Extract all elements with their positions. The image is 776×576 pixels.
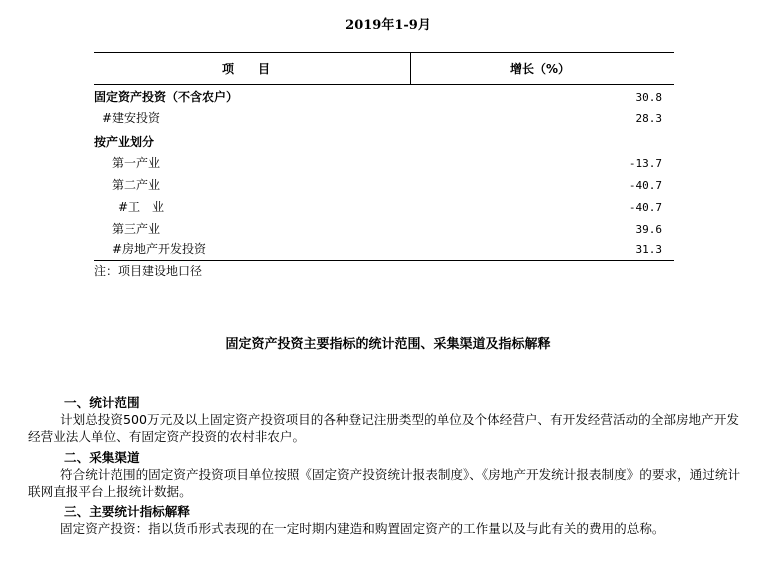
row-value: 28.3 — [635, 112, 662, 125]
table-row — [94, 108, 674, 129]
row-label: #房地产开发投资 — [112, 242, 207, 256]
table-note: 注：项目建设地口径 — [94, 264, 203, 278]
row-value: -40.7 — [628, 201, 662, 214]
table-row — [94, 132, 674, 153]
row-label: #建安投资 — [102, 111, 161, 125]
table-top-rule — [94, 52, 674, 53]
page-title: 2019年1-9月 — [345, 18, 431, 33]
row-label: #工 业 — [118, 200, 165, 214]
table-row — [94, 197, 674, 218]
row-label: 按产业划分 — [94, 135, 155, 149]
row-label: 第三产业 — [112, 222, 161, 236]
table-bottom-rule — [94, 260, 674, 261]
row-label: 第一产业 — [112, 156, 161, 170]
column-header-growth: 增长（%） — [510, 62, 571, 76]
column-header-item: 项 目 — [222, 62, 271, 76]
row-value: 30.8 — [635, 91, 662, 104]
row-value: 39.6 — [635, 223, 662, 236]
section-title: 一、统计范围 — [64, 395, 140, 410]
row-value: 31.3 — [635, 243, 662, 256]
section-text: 符合统计范围的固定资产投资项目单位按照《固定资产投资统计报表制度》、《房地产开发统计报表制度》的要求，通过统计联网直报平台上报统计数据。 — [28, 467, 741, 499]
table-row — [94, 153, 674, 174]
section-text: 计划总投资500万元及以上固定资产投资项目的各种登记注册类型的单位及个体经营户、有开发经营活动的全部房地产开发经营业法人单位、有固定资产投资的农村非农户。 — [28, 412, 739, 444]
section-definitions — [28, 503, 748, 537]
row-value: -13.7 — [628, 157, 662, 170]
table-row — [94, 239, 674, 260]
section-scope — [28, 394, 748, 445]
row-value: -40.7 — [628, 179, 662, 192]
row-label: 第二产业 — [112, 178, 161, 192]
table-row — [94, 87, 674, 108]
section-title: 二、采集渠道 — [64, 450, 140, 465]
table-header-rule — [94, 84, 674, 85]
section-text: 固定资产投资：指以货币形式表现的在一定时期内建造和购置固定资产的工作量以及与此有关的费用的总称。 — [60, 521, 665, 536]
section-heading: 固定资产投资主要指标的统计范围、采集渠道及指标解释 — [225, 337, 551, 352]
table-row — [94, 175, 674, 196]
section-title: 三、主要统计指标解释 — [64, 504, 190, 519]
row-label: 固定资产投资（不含农户） — [94, 90, 239, 104]
table-column-divider — [410, 52, 411, 84]
section-channel — [28, 449, 748, 500]
table-row — [94, 219, 674, 240]
